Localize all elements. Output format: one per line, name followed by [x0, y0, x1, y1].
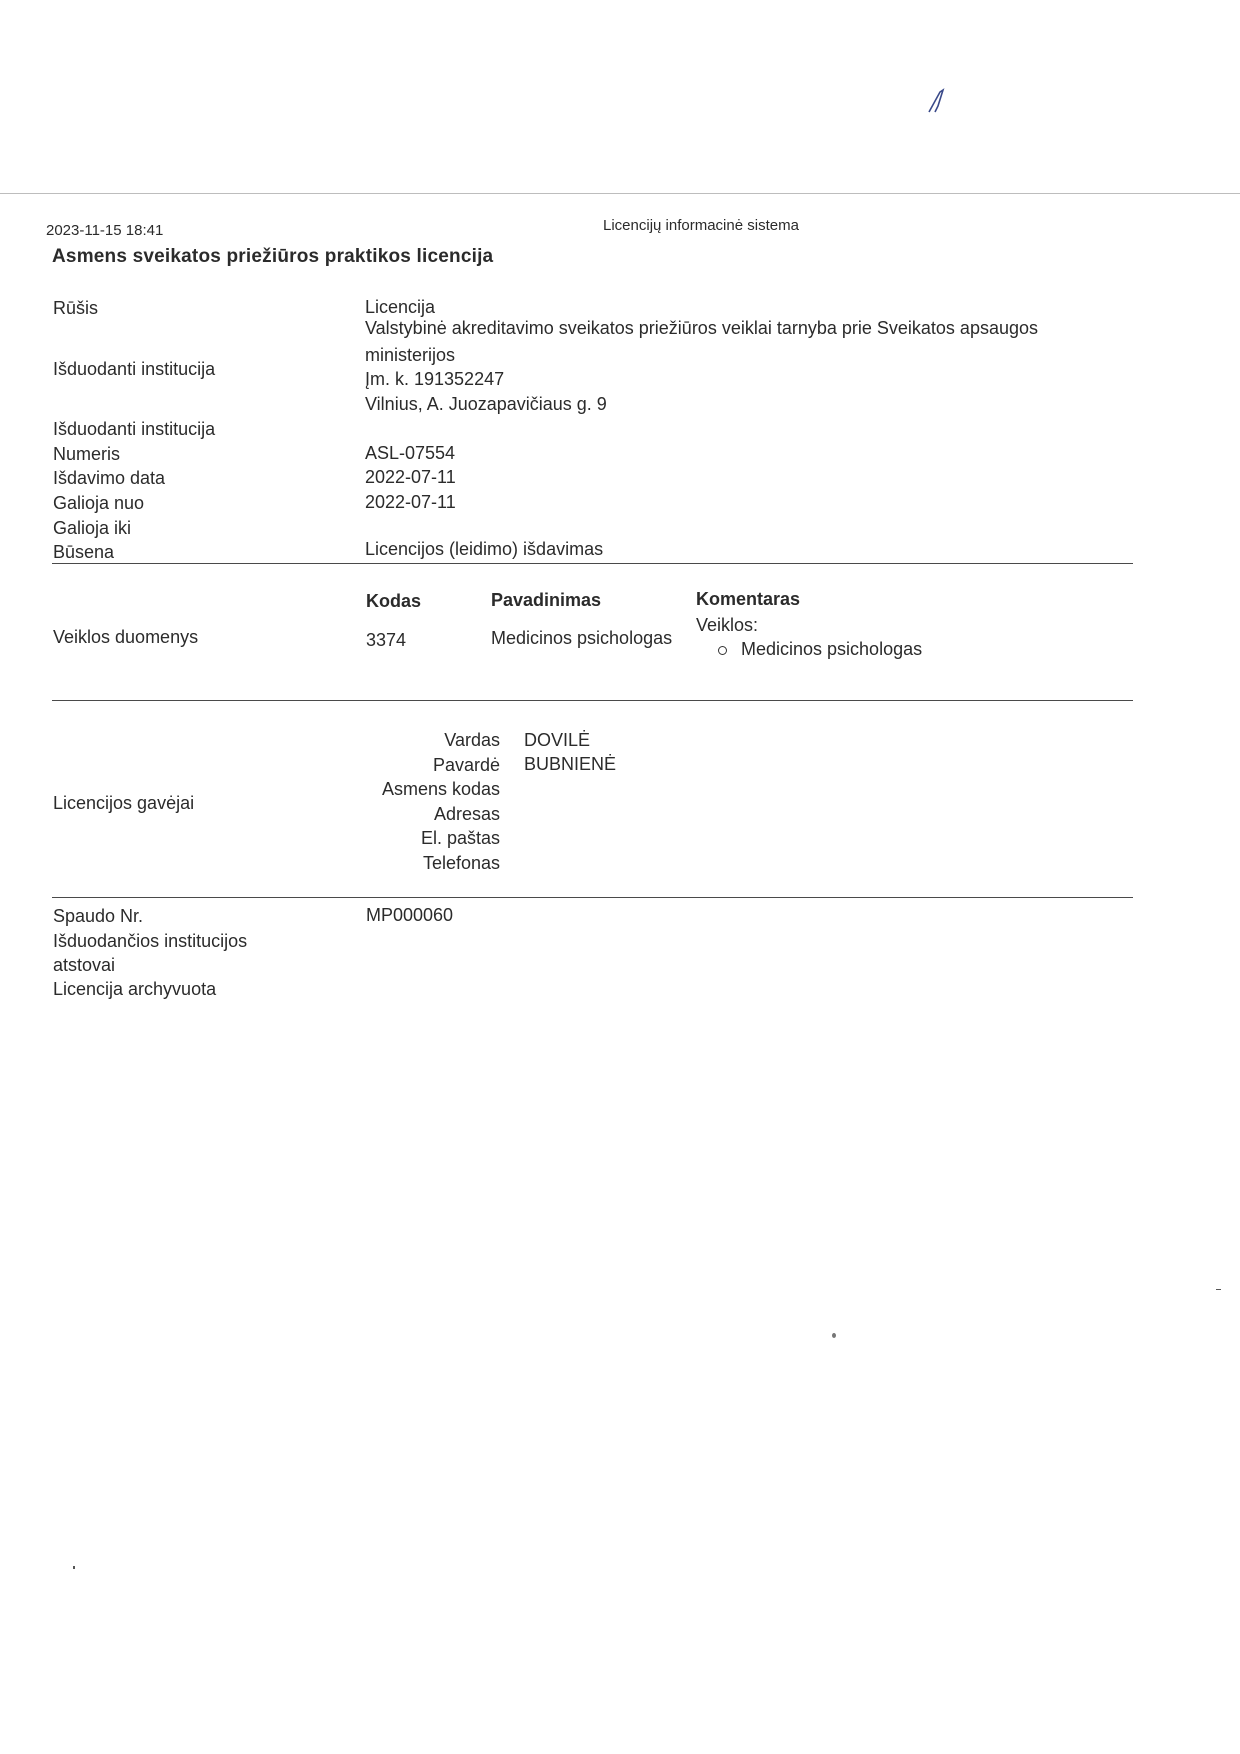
activity-name: Medicinos psichologas	[491, 628, 673, 648]
activity-comment-item	[718, 639, 922, 660]
institution-line-2: ministerijos	[365, 345, 456, 365]
field-label-rusis: Rūšis	[53, 298, 99, 318]
field-label-institution: Išduodanti institucija	[53, 359, 216, 379]
recipient-label-address: Adresas	[433, 804, 500, 824]
system-name: Licencijų informacinė sistema	[603, 217, 799, 234]
recipient-value-surname: BUBNIENĖ	[524, 754, 617, 774]
activity-comment-title: Veiklos:	[696, 615, 759, 635]
reps-label-line-1: Išduodančios institucijos	[53, 931, 248, 951]
print-timestamp: 2023-11-15 18:41	[46, 222, 164, 239]
activity-label: Veiklos duomenys	[53, 627, 199, 647]
archived-label: Licencija archyvuota	[53, 979, 217, 999]
bullet-icon	[718, 646, 727, 655]
field-value-number: ASL-07554	[365, 443, 456, 463]
institution-address: Vilnius, A. Juozapavičiaus g. 9	[365, 394, 607, 414]
institution-line-1: Valstybinė akreditavimo sveikatos priežiūros veiklai tarnyba prie Sveikatos apsaugos	[365, 318, 1038, 338]
recipient-label-phone: Telefonas	[422, 853, 500, 873]
scan-speck	[832, 1333, 836, 1338]
recipient-label-surname: Pavardė	[432, 755, 500, 775]
recipient-label-email: El. paštas	[420, 828, 500, 848]
field-value-rusis: Licencija	[365, 297, 436, 317]
stamp-value: MP000060	[366, 905, 454, 925]
field-label-number: Numeris	[53, 444, 121, 464]
field-value-issue-date: 2022-07-11	[365, 467, 456, 487]
field-label-issue-date: Išdavimo data	[53, 468, 166, 488]
divider-1	[52, 563, 1133, 564]
field-value-valid-from: 2022-07-11	[365, 492, 456, 512]
activity-comment-item-text: Medicinos psichologas	[741, 639, 923, 659]
activity-header-code: Kodas	[366, 591, 422, 611]
stamp-label: Spaudo Nr.	[53, 906, 144, 926]
field-label-valid-to: Galioja iki	[53, 518, 132, 538]
scan-speck	[73, 1566, 75, 1569]
pen-mark-icon	[926, 86, 950, 116]
scan-top-rule	[0, 193, 1240, 194]
reps-label-line-2: atstovai	[53, 955, 116, 975]
field-label-valid-from: Galioja nuo	[53, 493, 145, 513]
activity-code: 3374	[366, 630, 407, 650]
field-label-status: Būsena	[53, 542, 115, 562]
activity-header-comment: Komentaras	[696, 589, 801, 609]
scan-speck	[1216, 1289, 1221, 1290]
activity-header-name: Pavadinimas	[491, 590, 602, 610]
recipient-value-name: DOVILĖ	[524, 730, 591, 750]
recipients-label: Licencijos gavėjai	[53, 793, 195, 813]
field-value-status: Licencijos (leidimo) išdavimas	[365, 539, 604, 559]
divider-2	[52, 700, 1133, 701]
recipient-label-name: Vardas	[444, 730, 500, 750]
recipient-label-personal-code: Asmens kodas	[381, 779, 500, 799]
page-title: Asmens sveikatos priežiūros praktikos licencija	[52, 246, 494, 267]
field-label-institution-2: Išduodanti institucija	[53, 419, 216, 439]
divider-3	[52, 897, 1133, 898]
institution-code: Įm. k. 191352247	[365, 369, 505, 389]
